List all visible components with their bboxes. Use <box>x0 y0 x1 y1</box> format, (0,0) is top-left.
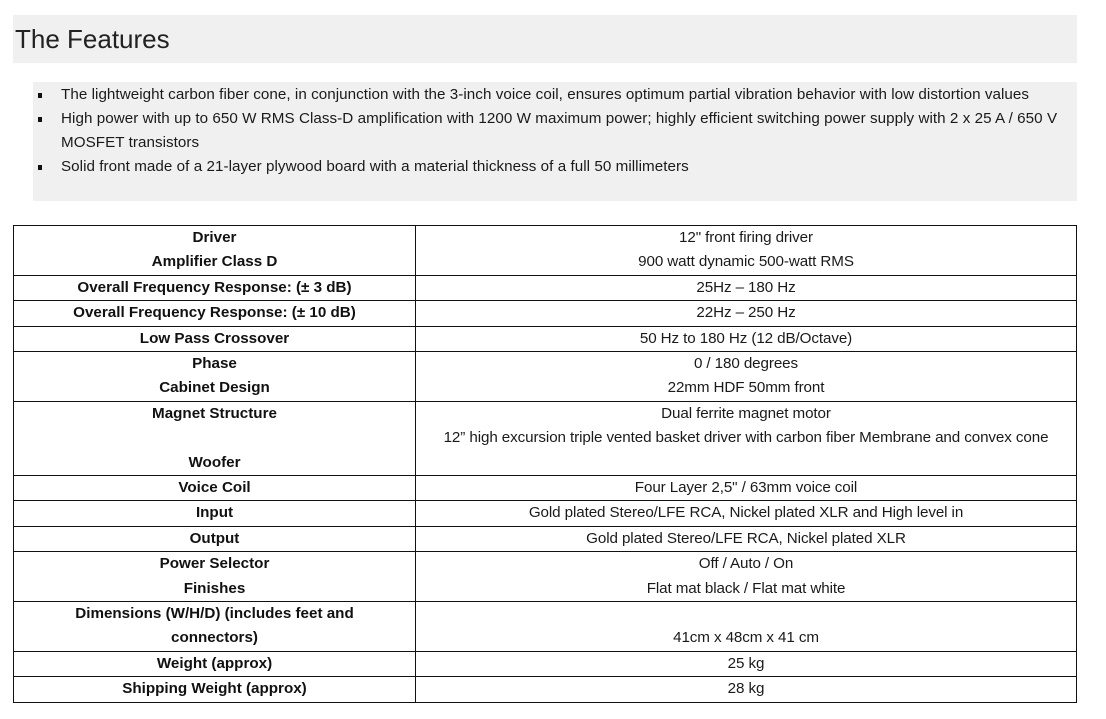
bullet-icon <box>38 165 42 170</box>
table-row <box>14 275 1077 300</box>
spec-value: 41cm x 48cm x 41 cm <box>416 602 1077 652</box>
table-row <box>14 401 1077 475</box>
table-row <box>14 226 1077 276</box>
bullet-icon <box>38 93 42 98</box>
spec-label: Overall Frequency Response: (± 10 dB) <box>14 301 416 326</box>
spec-label: Low Pass Crossover <box>14 326 416 351</box>
feature-item: The lightweight carbon fiber cone, in conjunction with the 3-inch voice coil, ensures optimum partial vibration behavior with low distortion values <box>33 83 1077 107</box>
spec-value: 25 kg <box>416 651 1077 676</box>
table-row <box>14 301 1077 326</box>
spec-value: Gold plated Stereo/LFE RCA, Nickel plated XLR and High level in <box>416 501 1077 526</box>
spec-value: Gold plated Stereo/LFE RCA, Nickel plated XLR <box>416 526 1077 551</box>
table-row <box>14 352 1077 402</box>
table-row <box>14 677 1077 702</box>
spec-label: Output <box>14 526 416 551</box>
spec-value: Off / Auto / On Flat mat black / Flat mat white <box>416 552 1077 602</box>
spec-label: Overall Frequency Response: (± 3 dB) <box>14 275 416 300</box>
table-row <box>14 651 1077 676</box>
feature-item: Solid front made of a 21-layer plywood board with a material thickness of a full 50 millimeters <box>33 155 1077 179</box>
features-list-panel <box>33 82 1077 201</box>
spec-value: 25Hz – 180 Hz <box>416 275 1077 300</box>
spec-label: Driver Amplifier Class D <box>14 226 416 276</box>
spec-value: Dual ferrite magnet motor 12” high excursion triple vented basket driver with carbon fiber Membrane and convex cone <box>416 401 1077 475</box>
specifications-table <box>13 225 1077 703</box>
table-row <box>14 552 1077 602</box>
spec-value: 0 / 180 degrees 22mm HDF 50mm front <box>416 352 1077 402</box>
features-list <box>33 83 1077 179</box>
bullet-icon <box>38 117 42 122</box>
spec-label: Dimensions (W/H/D) (includes feet and connectors) <box>14 602 416 652</box>
table-row <box>14 326 1077 351</box>
page-title: The Features <box>15 24 170 54</box>
spec-value: 22Hz – 250 Hz <box>416 301 1077 326</box>
spec-label: Phase Cabinet Design <box>14 352 416 402</box>
table-row <box>14 526 1077 551</box>
table-row <box>14 602 1077 652</box>
spec-label: Voice Coil <box>14 476 416 501</box>
table-row <box>14 501 1077 526</box>
spec-label: Input <box>14 501 416 526</box>
feature-item: High power with up to 650 W RMS Class-D amplification with 1200 W maximum power; highly efficient switching power supply with 2 x 25 A / 650 V MOSFET transistors <box>33 107 1077 155</box>
spec-value: Four Layer 2,5" / 63mm voice coil <box>416 476 1077 501</box>
spec-label: Weight (approx) <box>14 651 416 676</box>
spec-value: 28 kg <box>416 677 1077 702</box>
spec-label: Shipping Weight (approx) <box>14 677 416 702</box>
spec-value: 50 Hz to 180 Hz (12 dB/Octave) <box>416 326 1077 351</box>
spec-label: Magnet Structure Woofer <box>14 401 416 475</box>
features-heading-bar <box>13 15 1077 63</box>
spec-value: 12" front firing driver 900 watt dynamic 500-watt RMS <box>416 226 1077 276</box>
table-row <box>14 476 1077 501</box>
spec-label: Power Selector Finishes <box>14 552 416 602</box>
